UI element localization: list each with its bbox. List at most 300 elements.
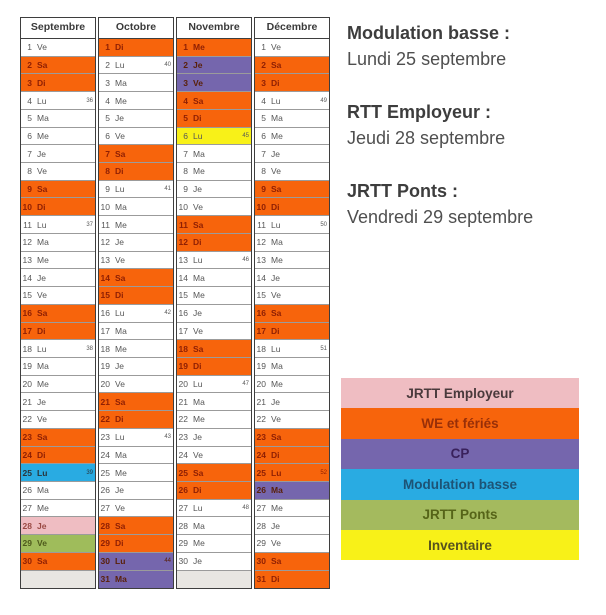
day-cell xyxy=(177,553,251,571)
weekday-abbrev: Di xyxy=(271,449,280,460)
day-number: 13 xyxy=(22,254,32,265)
legend-label: JRTT Employeur xyxy=(406,385,514,401)
day-cell xyxy=(99,553,173,571)
day-cell xyxy=(21,198,95,216)
weekday-abbrev: Ve xyxy=(193,77,203,88)
weekday-abbrev: Sa xyxy=(271,184,282,195)
day-cell xyxy=(255,234,329,252)
legend-row xyxy=(341,408,579,438)
day-number: 14 xyxy=(256,272,266,283)
notes xyxy=(347,20,533,257)
weekday-abbrev: Ve xyxy=(271,42,281,53)
weekday-abbrev: Ma xyxy=(37,113,49,124)
legend-row xyxy=(341,530,579,560)
weekday-abbrev: Sa xyxy=(115,148,126,159)
day-cell xyxy=(255,198,329,216)
weekday-abbrev: Lu xyxy=(115,432,125,443)
day-cell xyxy=(21,323,95,341)
day-cell xyxy=(21,429,95,447)
day-cell xyxy=(177,429,251,447)
weekday-abbrev: Me xyxy=(193,290,205,301)
weekday-abbrev: Ma xyxy=(193,272,205,283)
weekday-abbrev: Me xyxy=(271,254,283,265)
weekday-abbrev: Je xyxy=(115,485,124,496)
day-number: 12 xyxy=(22,237,32,248)
day-number: 3 xyxy=(183,77,188,88)
day-number: 17 xyxy=(100,325,110,336)
day-cell xyxy=(177,163,251,181)
weekday-abbrev: Je xyxy=(115,113,124,124)
day-cell xyxy=(177,39,251,57)
day-cell xyxy=(255,57,329,75)
day-number: 29 xyxy=(178,538,188,549)
day-cell xyxy=(255,482,329,500)
weekday-abbrev: Di xyxy=(37,325,46,336)
day-number: 13 xyxy=(100,254,110,265)
day-number: 14 xyxy=(100,272,110,283)
weekday-abbrev: Ve xyxy=(271,538,281,549)
weekday-abbrev: Sa xyxy=(37,184,48,195)
day-number: 18 xyxy=(100,343,110,354)
day-number: 23 xyxy=(22,432,32,443)
day-cell xyxy=(177,305,251,323)
day-cell xyxy=(99,181,173,199)
day-cell xyxy=(99,57,173,75)
day-cell xyxy=(177,323,251,341)
weekday-abbrev: Ve xyxy=(115,130,125,141)
day-cell xyxy=(255,411,329,429)
weekday-abbrev: Ma xyxy=(193,148,205,159)
weekday-abbrev: Di xyxy=(115,290,124,301)
day-number: 24 xyxy=(100,449,110,460)
day-number: 12 xyxy=(100,237,110,248)
weekday-abbrev: Di xyxy=(271,201,280,212)
day-number: 15 xyxy=(100,290,110,301)
day-number: 5 xyxy=(105,113,110,124)
weekday-abbrev: Di xyxy=(271,574,280,585)
day-number: 15 xyxy=(22,290,32,301)
day-cell xyxy=(177,74,251,92)
day-cell xyxy=(177,358,251,376)
weekday-abbrev: Sa xyxy=(193,467,204,478)
weekday-abbrev: Sa xyxy=(37,60,48,71)
day-cell xyxy=(21,252,95,270)
day-cell xyxy=(255,393,329,411)
day-number: 9 xyxy=(183,184,188,195)
day-cell xyxy=(177,128,251,146)
day-number: 17 xyxy=(256,325,266,336)
week-number: 49 xyxy=(320,97,327,104)
day-number: 21 xyxy=(256,396,266,407)
week-number: 47 xyxy=(242,381,249,388)
day-number: 29 xyxy=(256,538,266,549)
week-number: 50 xyxy=(320,221,327,228)
day-number: 6 xyxy=(261,130,266,141)
day-cell xyxy=(21,517,95,535)
weekday-abbrev: Me xyxy=(193,166,205,177)
day-number: 21 xyxy=(178,396,188,407)
day-number: 1 xyxy=(105,42,110,53)
weekday-abbrev: Je xyxy=(37,148,46,159)
day-number: 27 xyxy=(256,503,266,514)
day-cell xyxy=(255,145,329,163)
day-number: 29 xyxy=(22,538,32,549)
day-cell xyxy=(177,340,251,358)
legend-row xyxy=(341,439,579,469)
day-cell xyxy=(21,39,95,57)
day-cell xyxy=(255,553,329,571)
day-cell xyxy=(255,340,329,358)
day-cell xyxy=(99,323,173,341)
weekday-abbrev: Lu xyxy=(271,467,282,478)
legend-label: Modulation basse xyxy=(402,476,517,492)
weekday-abbrev: Je xyxy=(37,396,46,407)
weekday-abbrev: Sa xyxy=(271,432,282,443)
day-cell xyxy=(21,393,95,411)
week-number: 48 xyxy=(242,505,249,512)
day-number: 23 xyxy=(178,432,188,443)
legend-label: JRTT Ponts xyxy=(422,507,498,523)
week-number: 46 xyxy=(242,256,249,263)
day-number: 14 xyxy=(22,272,32,283)
day-cell xyxy=(99,464,173,482)
weekday-abbrev: Di xyxy=(37,77,46,88)
empty-cell xyxy=(21,571,95,589)
day-number: 12 xyxy=(178,237,188,248)
day-number: 16 xyxy=(22,308,32,319)
weekday-abbrev: Di xyxy=(37,449,46,460)
weekday-abbrev: Me xyxy=(37,130,49,141)
day-number: 22 xyxy=(100,414,110,425)
day-cell xyxy=(177,287,251,305)
day-cell xyxy=(177,393,251,411)
weekday-abbrev: Je xyxy=(37,520,47,531)
day-cell xyxy=(177,464,251,482)
day-number: 12 xyxy=(256,237,266,248)
weekday-abbrev: Di xyxy=(193,113,202,124)
day-number: 15 xyxy=(178,290,188,301)
weekday-abbrev: Ve xyxy=(271,414,281,425)
day-number: 1 xyxy=(261,42,266,53)
day-number: 16 xyxy=(178,308,188,319)
week-number: 38 xyxy=(86,345,93,352)
note-date: Lundi 25 septembre xyxy=(347,49,507,69)
day-cell xyxy=(99,198,173,216)
day-number: 19 xyxy=(22,361,32,372)
day-cell xyxy=(255,287,329,305)
day-cell xyxy=(21,110,95,128)
weekday-abbrev: Me xyxy=(193,538,205,549)
day-cell xyxy=(255,163,329,181)
weekday-abbrev: Ma xyxy=(271,237,283,248)
weekday-abbrev: Lu xyxy=(271,219,281,230)
day-cell xyxy=(255,376,329,394)
day-number: 24 xyxy=(178,449,188,460)
day-number: 27 xyxy=(178,503,188,514)
weekday-abbrev: Me xyxy=(271,379,283,390)
day-number: 22 xyxy=(256,414,266,425)
day-number: 26 xyxy=(256,485,266,496)
weekday-abbrev: Lu xyxy=(271,343,281,354)
legend-label: WE et fériés xyxy=(421,416,499,432)
day-number: 27 xyxy=(22,503,32,514)
day-number: 7 xyxy=(261,148,266,159)
day-number: 2 xyxy=(261,60,266,71)
day-number: 16 xyxy=(100,308,110,319)
day-cell xyxy=(99,145,173,163)
day-cell xyxy=(255,464,329,482)
weekday-abbrev: Me xyxy=(115,467,127,478)
day-number: 5 xyxy=(183,113,188,124)
day-cell xyxy=(177,269,251,287)
day-number: 4 xyxy=(27,95,32,106)
day-number: 7 xyxy=(27,148,32,159)
day-cell xyxy=(99,358,173,376)
weekday-abbrev: Sa xyxy=(193,343,204,354)
day-number: 10 xyxy=(100,201,110,212)
day-number: 30 xyxy=(100,556,110,567)
day-cell xyxy=(21,535,95,553)
weekday-abbrev: Sa xyxy=(115,520,126,531)
weekday-abbrev: Je xyxy=(115,237,124,248)
weekday-abbrev: Di xyxy=(271,325,280,336)
day-cell xyxy=(255,358,329,376)
weekday-abbrev: Ma xyxy=(271,361,283,372)
day-cell xyxy=(177,110,251,128)
day-number: 30 xyxy=(22,556,32,567)
weekday-abbrev: Ve xyxy=(271,166,281,177)
day-cell xyxy=(21,74,95,92)
day-number: 4 xyxy=(105,95,110,106)
day-number: 16 xyxy=(256,308,266,319)
legend-label: CP xyxy=(450,446,470,462)
day-number: 22 xyxy=(178,414,188,425)
weekday-abbrev: Je xyxy=(115,361,124,372)
day-number: 3 xyxy=(261,77,266,88)
day-number: 13 xyxy=(178,254,188,265)
weekday-abbrev: Ve xyxy=(37,166,47,177)
weekday-abbrev: Me xyxy=(193,414,205,425)
day-cell xyxy=(255,305,329,323)
weekday-abbrev: Sa xyxy=(193,219,204,230)
day-number: 28 xyxy=(22,520,32,531)
weekday-abbrev: Me xyxy=(115,219,127,230)
day-cell xyxy=(21,216,95,234)
weekday-abbrev: Sa xyxy=(271,60,282,71)
day-number: 31 xyxy=(256,574,266,585)
day-number: 20 xyxy=(178,379,188,390)
day-cell xyxy=(21,145,95,163)
weekday-abbrev: Sa xyxy=(115,272,126,283)
weekday-abbrev: Ve xyxy=(37,538,47,549)
day-number: 17 xyxy=(22,325,32,336)
day-cell xyxy=(255,74,329,92)
month-column-novembre xyxy=(176,17,252,589)
day-number: 1 xyxy=(27,42,32,53)
weekday-abbrev: Me xyxy=(115,95,127,106)
weekday-abbrev: Ve xyxy=(193,325,203,336)
weekday-abbrev: Lu xyxy=(115,556,126,567)
weekday-abbrev: Je xyxy=(193,556,202,567)
day-cell xyxy=(99,92,173,110)
weekday-abbrev: Me xyxy=(271,130,283,141)
day-cell xyxy=(21,500,95,518)
day-number: 26 xyxy=(178,485,188,496)
day-cell xyxy=(21,464,95,482)
day-number: 28 xyxy=(178,520,188,531)
day-cell xyxy=(21,269,95,287)
weekday-abbrev: Sa xyxy=(37,556,48,567)
day-cell xyxy=(99,287,173,305)
day-cell xyxy=(99,128,173,146)
weekday-abbrev: Lu xyxy=(115,184,125,195)
weekday-abbrev: Ve xyxy=(115,379,125,390)
day-number: 25 xyxy=(100,467,110,478)
day-number: 24 xyxy=(256,449,266,460)
day-number: 8 xyxy=(261,166,266,177)
weekday-abbrev: Je xyxy=(271,272,280,283)
day-cell xyxy=(177,145,251,163)
week-number: 40 xyxy=(164,62,171,69)
day-cell xyxy=(99,571,173,589)
day-cell xyxy=(177,500,251,518)
weekday-abbrev: Ve xyxy=(115,503,125,514)
week-number: 43 xyxy=(164,434,171,441)
day-cell xyxy=(255,181,329,199)
day-number: 11 xyxy=(257,219,266,230)
day-cell xyxy=(255,517,329,535)
day-number: 28 xyxy=(256,520,266,531)
day-number: 31 xyxy=(100,574,110,585)
month-header: Décembre xyxy=(255,18,329,39)
day-cell xyxy=(255,535,329,553)
weekday-abbrev: Ma xyxy=(37,485,49,496)
day-cell xyxy=(21,163,95,181)
weekday-abbrev: Di xyxy=(115,538,124,549)
day-number: 23 xyxy=(100,432,110,443)
day-cell xyxy=(255,128,329,146)
week-number: 42 xyxy=(164,310,171,317)
day-cell xyxy=(255,269,329,287)
legend-row xyxy=(341,378,579,408)
day-cell xyxy=(21,376,95,394)
day-cell xyxy=(255,92,329,110)
day-number: 20 xyxy=(22,379,32,390)
day-number: 28 xyxy=(100,520,110,531)
day-cell xyxy=(255,447,329,465)
day-number: 2 xyxy=(183,60,188,71)
month-column-décembre xyxy=(254,17,330,589)
weekday-abbrev: Ma xyxy=(115,325,127,336)
day-cell xyxy=(177,482,251,500)
day-cell xyxy=(255,252,329,270)
day-cell xyxy=(99,535,173,553)
day-number: 8 xyxy=(183,166,188,177)
day-cell xyxy=(99,429,173,447)
day-cell xyxy=(21,482,95,500)
day-cell xyxy=(99,269,173,287)
day-number: 18 xyxy=(22,343,32,354)
week-number: 51 xyxy=(320,345,327,352)
day-number: 11 xyxy=(23,219,32,230)
day-cell xyxy=(99,163,173,181)
day-number: 26 xyxy=(100,485,110,496)
day-cell xyxy=(99,216,173,234)
day-cell xyxy=(177,216,251,234)
weekday-abbrev: Ve xyxy=(193,449,203,460)
day-cell xyxy=(99,234,173,252)
day-cell xyxy=(255,500,329,518)
day-cell xyxy=(177,198,251,216)
day-number: 5 xyxy=(27,113,32,124)
calendar xyxy=(20,17,330,589)
weekday-abbrev: Di xyxy=(115,166,124,177)
weekday-abbrev: Ma xyxy=(193,520,205,531)
day-number: 10 xyxy=(22,201,32,212)
note-group-jrtt-ponts xyxy=(347,178,533,230)
day-cell xyxy=(21,553,95,571)
day-number: 4 xyxy=(261,95,266,106)
weekday-abbrev: Me xyxy=(115,343,127,354)
note-group-rtt-employeur xyxy=(347,99,533,151)
note-title: JRTT Ponts : xyxy=(347,181,458,201)
legend xyxy=(341,378,579,560)
weekday-abbrev: Ve xyxy=(271,290,281,301)
day-number: 13 xyxy=(256,254,266,265)
weekday-abbrev: Ma xyxy=(115,574,127,585)
weekday-abbrev: Ve xyxy=(115,254,125,265)
legend-label: Inventaire xyxy=(428,537,492,553)
weekday-abbrev: Ma xyxy=(37,361,49,372)
weekday-abbrev: Ma xyxy=(115,77,127,88)
day-number: 20 xyxy=(256,379,266,390)
day-number: 30 xyxy=(256,556,266,567)
weekday-abbrev: Je xyxy=(271,396,280,407)
week-number: 41 xyxy=(164,186,171,193)
weekday-abbrev: Ma xyxy=(271,113,283,124)
weekday-abbrev: Ve xyxy=(193,201,203,212)
day-number: 22 xyxy=(22,414,32,425)
month-column-septembre xyxy=(20,17,96,589)
day-cell xyxy=(99,517,173,535)
day-number: 2 xyxy=(27,60,32,71)
weekday-abbrev: Je xyxy=(193,308,202,319)
day-cell xyxy=(177,517,251,535)
day-cell xyxy=(99,411,173,429)
day-cell xyxy=(99,376,173,394)
weekday-abbrev: Ma xyxy=(115,201,127,212)
day-number: 2 xyxy=(105,60,110,71)
day-number: 24 xyxy=(22,449,32,460)
week-number: 37 xyxy=(86,221,93,228)
week-number: 52 xyxy=(320,469,327,476)
note-group-modulation-basse xyxy=(347,20,533,72)
day-cell xyxy=(99,305,173,323)
week-number: 44 xyxy=(164,558,171,565)
weekday-abbrev: Sa xyxy=(271,308,282,319)
day-number: 19 xyxy=(256,361,266,372)
weekday-abbrev: Lu xyxy=(193,130,203,141)
weekday-abbrev: Di xyxy=(193,485,202,496)
weekday-abbrev: Sa xyxy=(37,432,48,443)
weekday-abbrev: Lu xyxy=(37,95,47,106)
week-number: 45 xyxy=(242,132,249,139)
day-cell xyxy=(255,39,329,57)
day-cell xyxy=(21,340,95,358)
weekday-abbrev: Ma xyxy=(37,237,49,248)
weekday-abbrev: Di xyxy=(115,414,124,425)
day-number: 19 xyxy=(178,361,188,372)
